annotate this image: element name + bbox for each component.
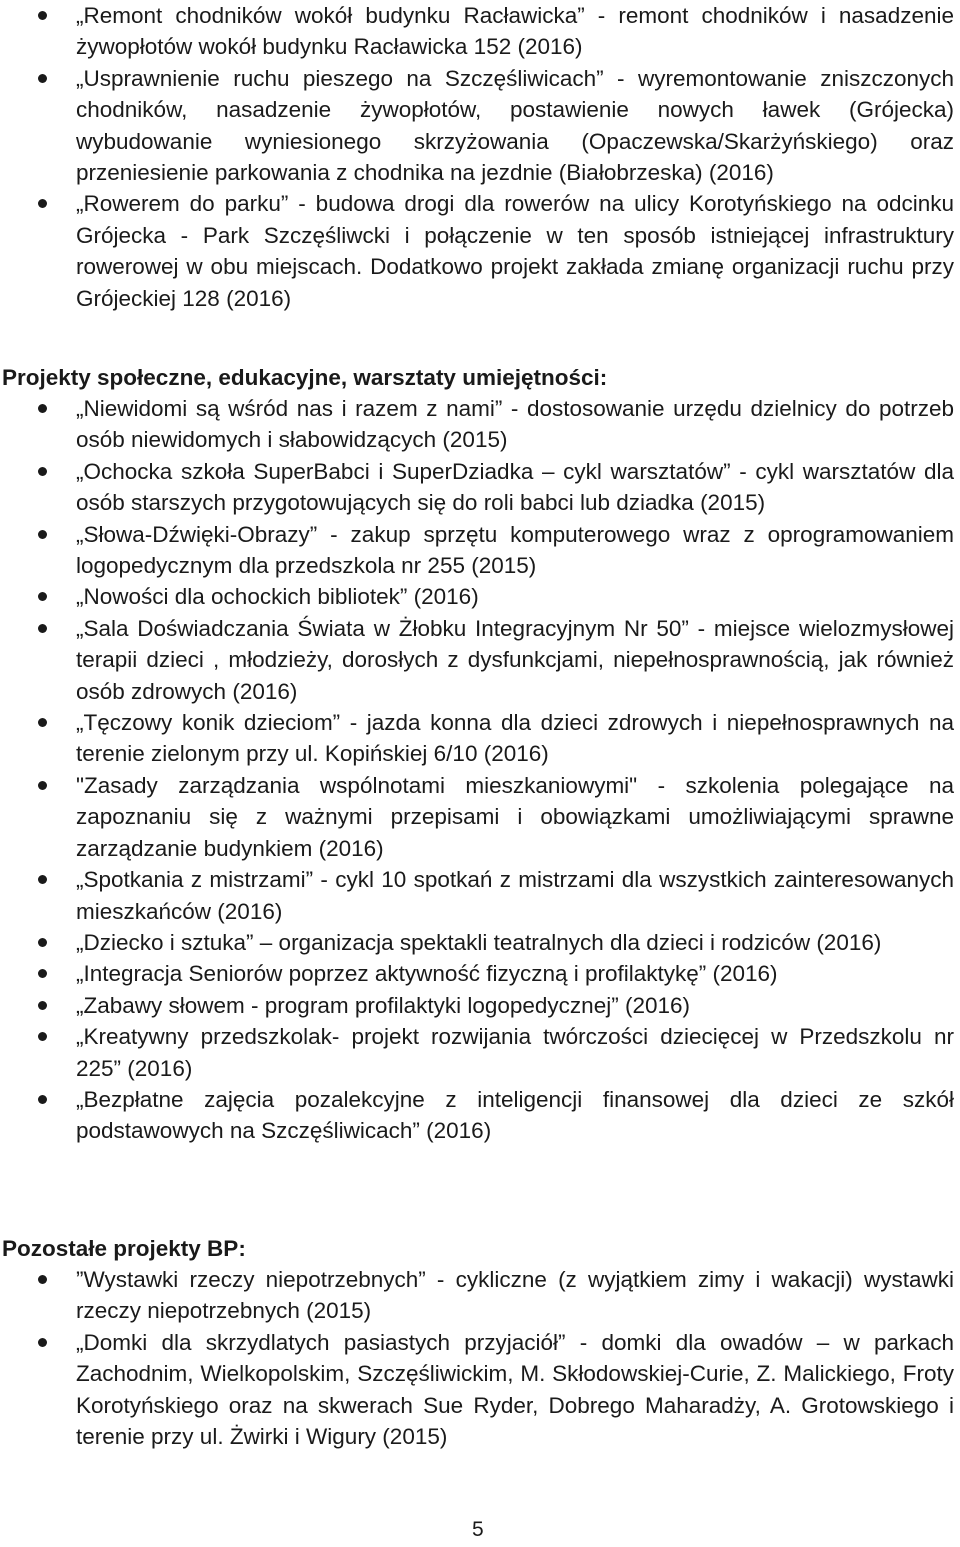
list-item: „Rowerem do parku” - budowa drogi dla rowerów na ulicy Korotyńskiego na odcinku Grójecka - Park Szczęśliwcki i połączenie w ten sposób istniejącej infrastruktury rowerowej w obu miejscach. Dodatkowo projekt zakłada zmianę organizacji ruchu przy Grójeckiej 128 (2016) (0, 188, 954, 314)
social-projects-list (0, 393, 954, 1147)
list-item: ”Wystawki rzeczy niepotrzebnych” - cykliczne (z wyjątkiem zimy i wakacji) wystawki rzeczy niepotrzebnych (2015) (0, 1264, 954, 1327)
other-projects-list (0, 1264, 954, 1452)
list-item: „Niewidomi są wśród nas i razem z nami” - dostosowanie urzędu dzielnicy do potrzeb osób niewidomych i słabowidzących (2015) (0, 393, 954, 456)
list-item: „Remont chodników wokół budynku Racławicka” - remont chodników i nasadzenie żywopłotów wokół budynku Racławicka 152 (2016) (0, 0, 954, 63)
section-heading-other-projects: Pozostałe projekty BP: (2, 1236, 246, 1261)
list-item: „Sala Doświadczania Świata w Żłobku Integracyjnym Nr 50” - miejsce wielozmysłowej terapii dzieci , młodzieży, dorosłych z dysfunkcjami, niepełnosprawnością, jak również osób zdrowych (2016) (0, 613, 954, 707)
list-item: „Tęczowy konik dzieciom” - jazda konna dla dzieci zdrowych i niepełnosprawnych na terenie zielonym przy ul. Kopińskiej 6/10 (2016) (0, 707, 954, 770)
list-item: „Bezpłatne zajęcia pozalekcyjne z inteligencji finansowej dla dzieci ze szkół podstawowych na Szczęśliwicach” (2016) (0, 1084, 954, 1147)
list-item: „Zabawy słowem - program profilaktyki logopedycznej” (2016) (0, 990, 954, 1021)
list-item: „Domki dla skrzydlatych pasiastych przyjaciół” - domki dla owadów – w parkach Zachodnim, Wielkopolskim, Szczęśliwickim, M. Skłodowskiej-Curie, Z. Malickiego, Froty Korotyńskiego oraz na skwerach Sue Ryder, Dobrego Maharadży, A. Grotowskiego i terenie przy ul. Żwirki i Wigury (2015) (0, 1327, 954, 1453)
list-item: „Słowa-Dźwięki-Obrazy” - zakup sprzętu komputerowego wraz z oprogramowaniem logopedycznym dla przedszkola nr 255 (2015) (0, 519, 954, 582)
list-item: „Kreatywny przedszkolak- projekt rozwijania twórczości dziecięcej w Przedszkolu nr 225” (2016) (0, 1021, 954, 1084)
list-item: "Zasady zarządzania wspólnotami mieszkaniowymi" - szkolenia polegające na zapoznaniu się z ważnymi przepisami i obowiązkami umożliwiającymi sprawne zarządzanie budynkiem (2016) (0, 770, 954, 864)
page-number: 5 (472, 1518, 484, 1541)
list-item: „Nowości dla ochockich bibliotek” (2016) (0, 581, 954, 612)
section-heading-social-projects: Projekty społeczne, edukacyjne, warsztaty umiejętności: (2, 365, 608, 390)
list-item: „Dziecko i sztuka” – organizacja spektakli teatralnych dla dzieci i rodziców (2016) (0, 927, 954, 958)
infrastructure-projects-list (0, 0, 954, 314)
list-item: „Spotkania z mistrzami” - cykl 10 spotkań z mistrzami dla wszystkich zainteresowanych mieszkańców (2016) (0, 864, 954, 927)
list-item: „Usprawnienie ruchu pieszego na Szczęśliwicach” - wyremontowanie zniszczonych chodników, nasadzenie żywopłotów, postawienie nowych ławek (Grójecka) wybudowanie wyniesionego skrzyżowania (Opaczewska/Skarżyńskiego) oraz przeniesienie parkowania z chodnika na jezdnie (Białobrzeska) (2016) (0, 63, 954, 189)
list-item: „Integracja Seniorów poprzez aktywność fizyczną i profilaktykę” (2016) (0, 958, 954, 989)
list-item: „Ochocka szkoła SuperBabci i SuperDziadka – cykl warsztatów” - cykl warsztatów dla osób starszych przygotowujących się do roli babci lub dziadka (2015) (0, 456, 954, 519)
